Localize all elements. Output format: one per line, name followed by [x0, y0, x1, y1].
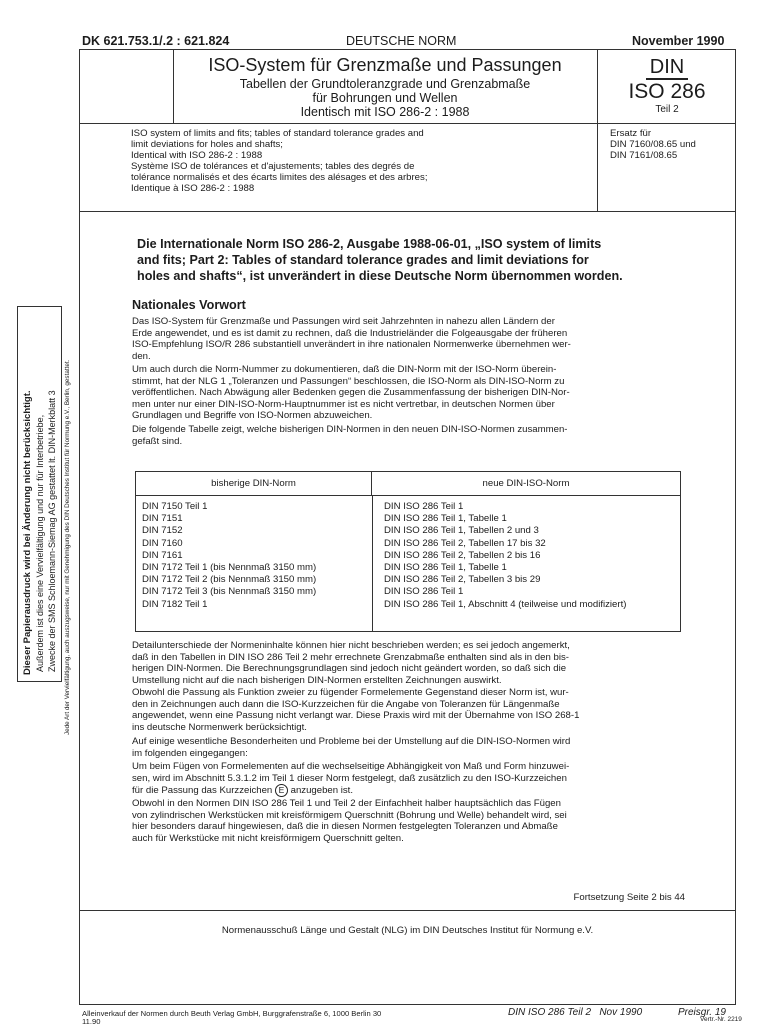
- table-row: [136, 586, 680, 598]
- title-identical: Identisch mit ISO 286-2 : 1988: [300, 105, 470, 119]
- din-box: [598, 56, 736, 115]
- dk-number: DK 621.753.1/.2 : 621.824: [82, 34, 230, 48]
- french-title-1: Système ISO de tolérances et d'ajustements; tables des degrés de: [131, 161, 415, 172]
- norm-comparison-table: [135, 471, 681, 632]
- old-din-norm: DIN 7172 Teil 3 (bis Nennmaß 3150 mm): [142, 586, 317, 598]
- french-identical: Identique à ISO 286-2 : 1988: [131, 183, 255, 194]
- new-din-iso-norm: DIN ISO 286 Teil 1, Abschnitt 4 (teilweise und modifiziert): [384, 598, 627, 610]
- foreword-paragraph-2: Um auch durch die Norm-Nummer zu dokumentieren, daß die DIN-Norm mit der ISO-Norm überein- stimmt, hat der NLG 1 „Toleranzen und Passungen“ beschlossen, die ISO-Norm als DIN-ISO-Norm zu veröffentlichen. Nach Abwägung aller Bedenken gegen die Zusammenfassung der bisherigen DIN-Nor- men unter nur einer DIN-ISO-Norm-Hauptnummer ist es nicht vertretbar, in deutschen Normen über Grundlagen und Begriffe von ISO-Normen abzuweichen.: [132, 364, 570, 421]
- envelope-paragraph: Um beim Fügen von Formelementen auf die wechselseitige Abhängigkeit von Maß und Form hinzuwei- sen, wird im Abschnitt 5.3.1.2 im Teil 1 dieser Norm festgelegt, daß zusätzlich zu den ISO-Kurzzeichen für die Passung das Kurzzeichen E anzugeben ist.: [132, 761, 570, 797]
- footer-code-visible: 11.90: [82, 1017, 101, 1026]
- footer-seller: Alleinverkauf der Normen durch Beuth Verlag GmbH, Burggrafenstraße 6, 1000 Berlin 30: [82, 1009, 382, 1018]
- footer-price: Preisgr. 19: [678, 1007, 726, 1018]
- title-subtitle-1: Tabellen der Grundtoleranzgrade und Grenzabmaße: [239, 77, 531, 91]
- details-paragraph: Detailunterschiede der Normeninhalte können hier nicht beschrieben werden; es sei jedoch angemerkt, daß in den Tabellen in DIN ISO 286 Teil 2 mehr errechnete Grenzabmaße enthalten sind als in den bis- herigen DIN-Normen. Die Berechnungsgrundlagen sind jedoch nicht geändert worden, so daß sich die Umstellung nicht auf die nach bisherigen DIN-Normen erstellten Zeichnungen auswirkt.: [132, 640, 570, 686]
- english-identical: Identical with ISO 286-2 : 1988: [131, 150, 263, 161]
- din-number: ISO 286: [628, 80, 706, 103]
- new-din-iso-norm: DIN ISO 286 Teil 2, Tabellen 2 bis 16: [384, 549, 541, 561]
- replacement-info: [610, 128, 734, 161]
- translation-block: [131, 128, 591, 194]
- french-title-2: tolérance normalisés et des écarts limites des alésages et des arbres;: [131, 172, 428, 183]
- committee: Normenausschuß Länge und Gestalt (NLG) im DIN Deutsches Institut für Normung e.V.: [221, 925, 594, 936]
- english-title-2: limit deviations for holes and shafts;: [131, 139, 283, 150]
- table-row: [136, 550, 680, 562]
- old-din-norm: DIN 7161: [142, 549, 183, 561]
- table-row: [136, 562, 680, 574]
- replacement-norm-2: DIN 7161/08.65: [610, 150, 678, 161]
- cylindrical-paragraph: Obwohl in den Normen DIN ISO 286 Teil 1 und Teil 2 der Einfachheit halber hauptsächlich das Fügen von zylindrischen Werkstücken mit kreisförmigem Querschnitt (Bohrung und Welle) behandelt wird, sei hier besonders darauf hingewiesen, daß die in diesen Normen festgelegten Toleranzen und Abmaße auch für Werkstücke mit nicht kreisförmigem Querschnitt gelten.: [132, 798, 567, 844]
- new-din-iso-norm: DIN ISO 286 Teil 2, Tabellen 3 bis 29: [384, 574, 541, 586]
- old-din-norm: DIN 7150 Teil 1: [142, 501, 208, 512]
- copy-notice-line-3: Zwecke der SMS Schloemann-Siemag AG gestattet lt. DIN-Merkblatt 3: [47, 390, 57, 672]
- old-din-norm: DIN 7152: [142, 525, 183, 537]
- page-title: ISO-System für Grenzmaße und Passungen: [208, 55, 562, 75]
- din-logo: DIN: [646, 56, 688, 80]
- table-header-new: neue DIN-ISO-Norm: [372, 472, 680, 496]
- reproduction-notice: Jede Art der Vervielfältigung, auch auszugsweise, nur mit Genehmigung des DIN Deutsches Institut für Normung e.V., Berlin, gestattet.: [64, 359, 71, 735]
- new-din-iso-norm: DIN ISO 286 Teil 1, Tabelle 1: [384, 513, 507, 525]
- din-part: Teil 2: [655, 104, 679, 115]
- copy-notice-line-2: Außerdem ist dies eine Vervielfältigung und nur für Interbetriebe,: [35, 414, 45, 672]
- title-subtitle-2: für Bohrungen und Wellen: [312, 91, 458, 105]
- footer-reference: DIN ISO 286 Teil 2 Nov 1990: [508, 1007, 643, 1018]
- new-din-iso-norm: DIN ISO 286 Teil 1: [384, 501, 464, 512]
- table-row: [136, 538, 680, 550]
- foreword-heading: Nationales Vorwort: [132, 298, 246, 312]
- foreword-paragraph-1: Das ISO-System für Grenzmaße und Passungen wird seit Jahrzehnten in nahezu allen Ländern der Erde angewendet, und es ist damit zu rechnen, daß die Industrieländer die Folgeausgabe der früheren ISO-Empfehlung ISO/R 286 substantiell unverändert in ihre nationalen Normenwerke übernehmen wer- den.: [132, 316, 571, 362]
- table-row: [136, 501, 680, 513]
- new-din-iso-norm: DIN ISO 286 Teil 1, Tabellen 2 und 3: [384, 525, 539, 537]
- fits-paragraph: Obwohl die Passung als Funktion zweier zu fügender Formelemente Gegenstand dieser Norm ist, wur- den in Zeichnungen auch dann die ISO-Kurzzeichen für die Angabe von Toleranzen für Längenmaße angewendet, wenn eine Passung nicht verlangt war. Diese Praxis wird mit der Übernahme von ISO 268-1 ins deutsche Normenwerk berücksichtigt.: [132, 687, 580, 733]
- new-din-iso-norm: DIN ISO 286 Teil 2, Tabellen 17 bis 32: [384, 537, 546, 549]
- issue-date: November 1990: [632, 34, 725, 48]
- envelope-symbol: E: [275, 784, 288, 797]
- international-norm-statement: Die Internationale Norm ISO 286-2, Ausgabe 1988-06-01, „ISO system of limits and fits; Part 2: Tables of standard tolerance grades and limit deviations for holes and shafts“, ist unverändert in diese Deutsche Norm übernommen worden.: [137, 237, 623, 283]
- table-row: [136, 525, 680, 537]
- title-block: [174, 55, 596, 119]
- foreword-paragraph-3: Die folgende Tabelle zeigt, welche bisherigen DIN-Normen in den neuen DIN-ISO-Normen zusammen- gefaßt sind.: [132, 424, 568, 447]
- replacement-norm-1: DIN 7160/08.65 und: [610, 139, 696, 150]
- english-title-1: ISO system of limits and fits; tables of standard tolerance grades and: [131, 128, 424, 139]
- replacement-label: Ersatz für: [610, 128, 652, 139]
- old-din-norm: DIN 7172 Teil 2 (bis Nennmaß 3150 mm): [142, 574, 317, 586]
- old-din-norm: DIN 7160: [142, 537, 183, 549]
- old-din-norm: DIN 7151: [142, 513, 183, 525]
- old-din-norm: DIN 7172 Teil 1 (bis Nennmaß 3150 mm): [142, 562, 317, 574]
- copy-notice-line-1: Dieser Papierausdruck wird bei Änderung nicht berücksichtigt.: [22, 390, 33, 675]
- footer-vertr: Vertr.-Nr. 2219: [700, 1016, 742, 1023]
- continuation-note: Fortsetzung Seite 2 bis 44: [573, 892, 685, 903]
- table-header-old: bisherige DIN-Norm: [136, 472, 372, 496]
- old-din-norm: DIN 7182 Teil 1: [142, 598, 208, 610]
- new-din-iso-norm: DIN ISO 286 Teil 1: [384, 586, 464, 598]
- table-row: [136, 513, 680, 525]
- new-din-iso-norm: DIN ISO 286 Teil 1, Tabelle 1: [384, 562, 507, 574]
- special-issues-paragraph: Auf einige wesentliche Besonderheiten und Probleme bei der Umstellung auf die DIN-ISO-Normen wird im folgenden eingegangen:: [132, 736, 571, 759]
- table-row: [136, 599, 680, 611]
- document-type: DEUTSCHE NORM: [346, 34, 457, 48]
- table-row: [136, 574, 680, 586]
